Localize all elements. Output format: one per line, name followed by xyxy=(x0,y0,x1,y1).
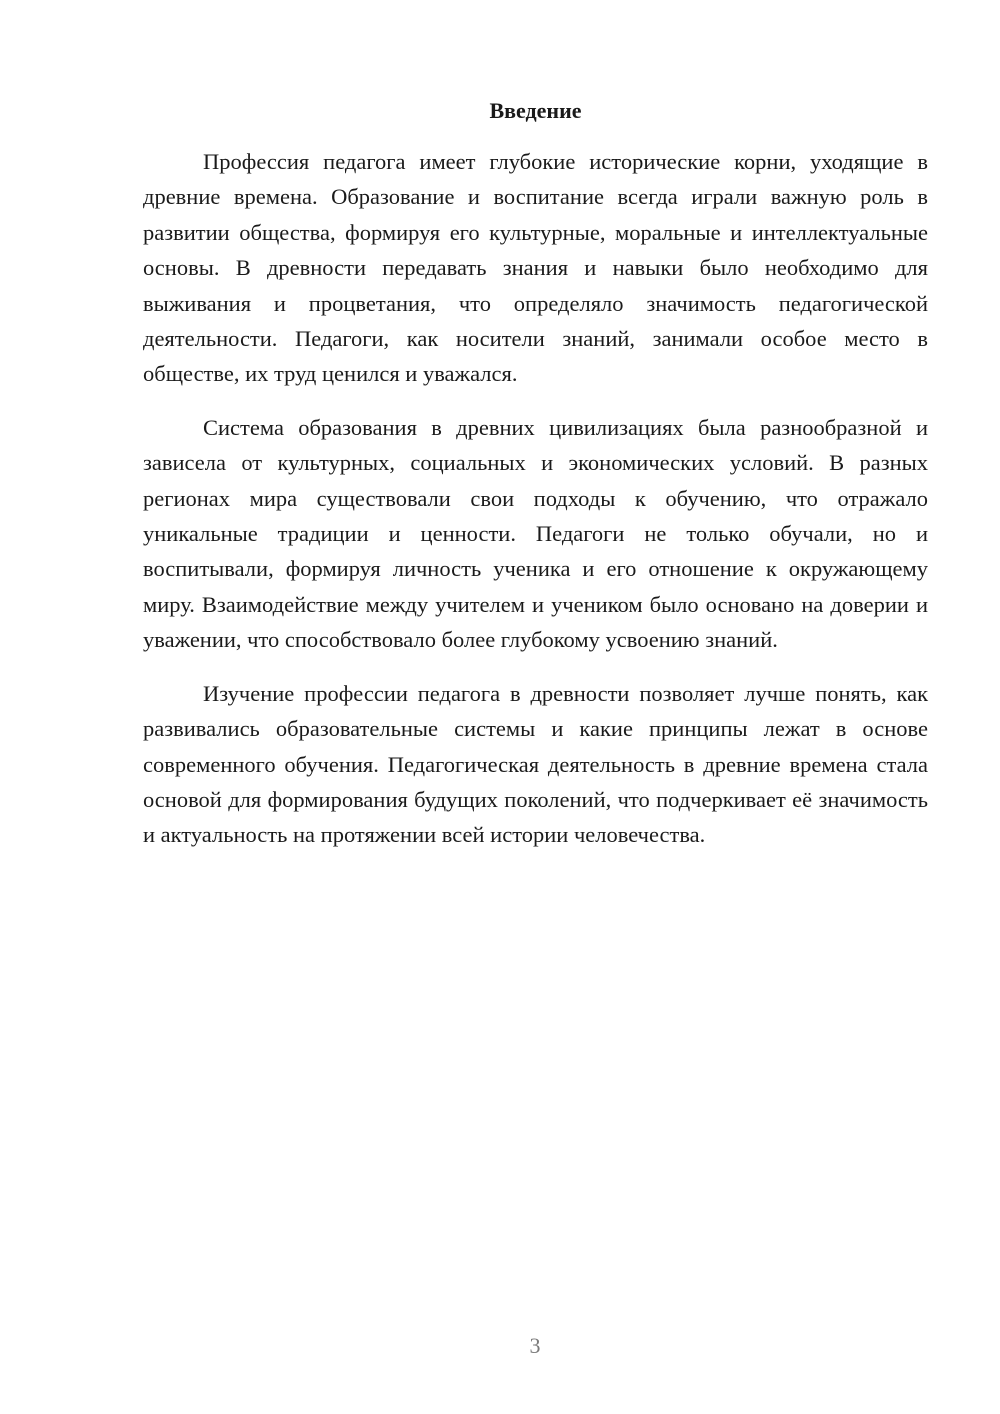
paragraph-3: Изучение профессии педагога в древности позволяет лучше понять, как развивались образовательные системы и какие принципы лежат в основе современного обучения. Педагогическая деятельность в древние времена стала основой для формирования будущих поколений, что подчеркивает её значимость и актуальность на протяжении всей истории человечества. xyxy=(143,680,928,848)
paragraph-2: Система образования в древних цивилизациях была разнообразной и зависела от культурных, социальных и экономических условий. В разных регионах мира существовали свои подходы к обучению, что отражало уникальные традиции и ценности. Педагоги не только обучали, но и воспитывали, формируя личность ученика и его отношение к окружающему миру. Взаимодействие между учителем и учеником было основано на доверии и уважении, что способствовало более глубокому усвоению знаний. xyxy=(143,414,928,653)
paragraph-1: Профессия педагога имеет глубокие исторические корни, уходящие в древние времена. Образование и воспитание всегда играли важную роль в развитии общества, формируя его культурные, моральные и интеллектуальные основы. В древности передавать знания и навыки было необходимо для выживания и процветания, что определяло значимость педагогической деятельности. Педагоги, как носители знаний, занимали особое место в обществе, их труд ценился и уважался. xyxy=(143,149,928,387)
section-title: Введение xyxy=(489,98,582,123)
page-number: 3 xyxy=(529,1333,541,1358)
page-content xyxy=(143,96,928,871)
